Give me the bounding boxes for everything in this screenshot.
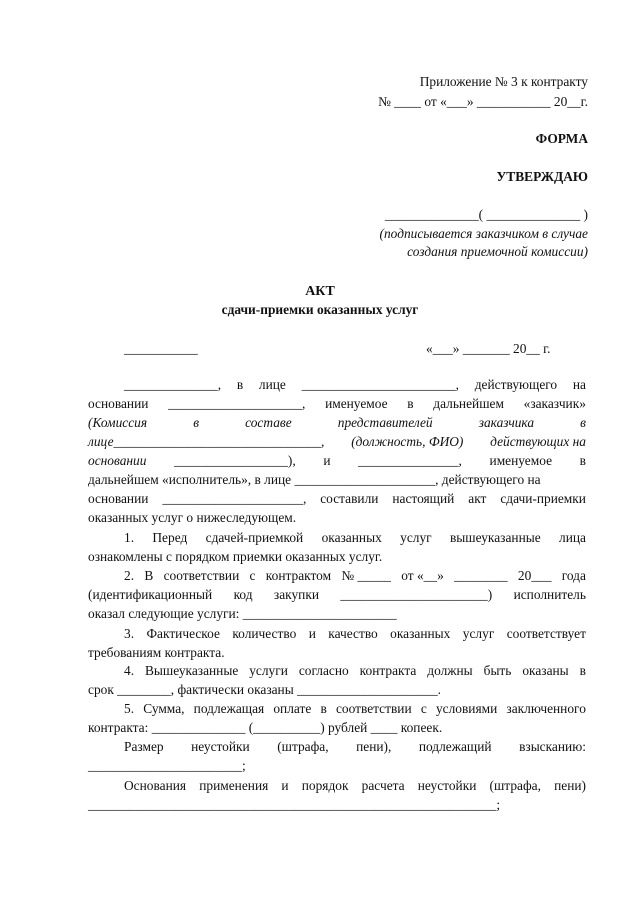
item2-line-1: 2. В соответствии с контрактом № _____ от «__» ________ 20___ года xyxy=(124,568,586,583)
item4-line-1: 4. Вышеуказанные услуги согласно контракта должны быть оказаны в xyxy=(124,663,586,678)
signature-note-line1: (подписывается заказчиком в случае xyxy=(379,226,588,241)
document-subtitle: сдачи-приемки оказанных услуг xyxy=(221,302,419,317)
item4-line-2: срок ________, фактически оказаны _____________________. xyxy=(88,682,442,697)
contract-number-line: № ____ от «___» ___________ 20__г. xyxy=(378,94,588,109)
intro-line-6: дальнейшем «исполнитель», в лице _____________________, действующего на xyxy=(88,472,541,487)
item1-line-2: ознакомлены с порядком приемки оказанных услуг. xyxy=(88,549,383,564)
item2-line-2: (идентификационный код закупки ______________________) исполнитель xyxy=(88,587,586,602)
document-title: АКТ xyxy=(305,284,335,299)
basis-line-2: _____________________________________________________________; xyxy=(88,797,501,812)
item2-line-3: оказал следующие услуги: _______________________ xyxy=(88,606,397,621)
basis-line-1: Основания применения и порядок расчета неустойки (штрафа, пени) xyxy=(124,778,586,793)
intro-line-7: основании _____________________, составили настоящий акт сдачи-приемки xyxy=(88,491,586,506)
date-field: «___» _______ 20__ г. xyxy=(426,341,551,356)
item5-line-2: контракта: ______________ (__________) рублей ____ копеек. xyxy=(88,720,443,735)
intro-line-5: основании _________________), и _______________, именуемое в xyxy=(88,453,586,468)
penalty-line-1: Размер неустойки (штрафа, пени), подлежащий взысканию: xyxy=(124,739,586,754)
intro-line-2: основании ____________________, именуемое в дальнейшем «заказчик» xyxy=(88,396,586,411)
form-label: ФОРМА xyxy=(535,131,588,146)
intro-line-4: лице_______________________________, (должность, ФИО) действующих на xyxy=(88,434,586,449)
appendix-reference: Приложение № 3 к контракту xyxy=(419,74,588,89)
intro-line-3: (Комиссия в составе представителей заказчика в xyxy=(88,415,586,430)
item5-line-1: 5. Сумма, подлежащая оплате в соответствии с условиями заключенного xyxy=(124,701,586,716)
signature-line: ______________( ______________ ) xyxy=(384,207,588,222)
item3-line-2: требованиям контракта. xyxy=(88,645,225,660)
approve-label: УТВЕРЖДАЮ xyxy=(496,169,588,184)
place-field: ___________ xyxy=(124,341,198,356)
intro-line-8: оказанных услуг о нижеследующем. xyxy=(88,510,297,525)
signature-note-line2: создания приемочной комиссии) xyxy=(407,244,588,259)
penalty-line-2: _______________________; xyxy=(88,758,246,773)
item3-line-1: 3. Фактическое количество и качество оказанных услуг соответствует xyxy=(124,626,586,641)
intro-line-1: ______________, в лице _______________________, действующего на xyxy=(124,377,586,392)
item1-line-1: 1. Перед сдачей-приемкой оказанных услуг вышеуказанные лица xyxy=(124,530,586,545)
